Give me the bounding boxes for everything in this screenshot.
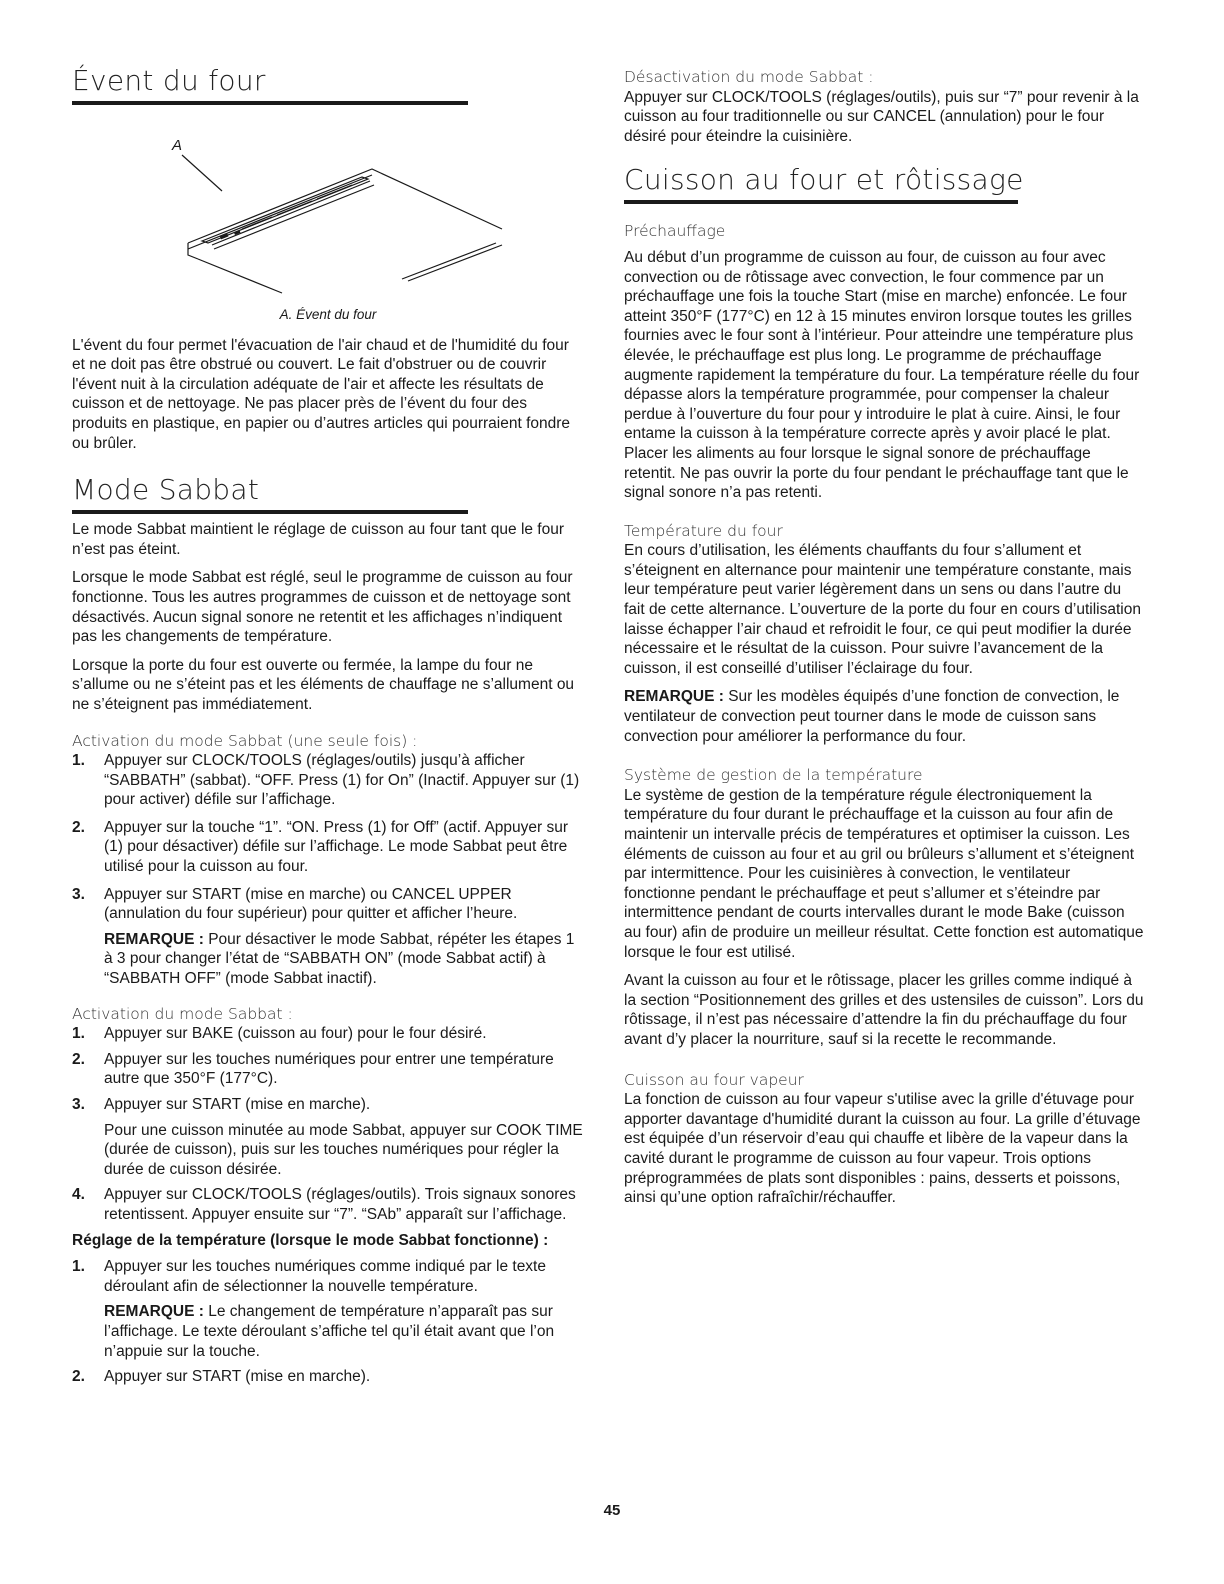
section-title-sabbath: Mode Sabbat — [72, 473, 260, 507]
subheading-steam-bake: Cuisson au four vapeur — [624, 1070, 804, 1089]
sabbath-intro: Le mode Sabbat maintient le réglage de cuisson au four tant que le four n’est pas éteint. — [72, 521, 565, 558]
list-item — [72, 818, 584, 877]
left-column — [72, 0, 584, 1387]
figure-caption: A. Évent du four — [279, 307, 377, 322]
list-item — [72, 1257, 584, 1361]
sabbath-paragraph: Lorsque le mode Sabbat est réglé, seul le programme de cuisson au four fonctionne. Tous les autres programmes de cuisson et de nettoyage sont désactivés. Aucun signal sonore ne retentit et les affichages n’indiquent pas les changements de température. — [72, 569, 573, 646]
note-label: REMARQUE : — [104, 1303, 204, 1321]
step-number: 1. — [72, 752, 85, 770]
list-item — [72, 1185, 584, 1224]
note-text: Le changement de température n’apparaît pas sur l’affichage. Le texte déroulant s’affiche tel qu’il était avant que l’on n’appuie sur la touche. — [104, 1303, 555, 1360]
step-text: Appuyer sur les touches numériques comme indiqué par le texte déroulant afin de sélectionner la nouvelle température. — [104, 1258, 546, 1295]
title-rule — [624, 200, 1018, 204]
subheading-temp-management: Système de gestion de la température — [624, 766, 923, 785]
subheading-oven-temp: Température du four — [624, 521, 783, 540]
temp-management-body-2: Avant la cuisson au four et le rôtissage, placer les grilles comme indiqué à la section “Positionnement des grilles et des ustensiles de cuisson”. Lors du rôtissage, il n’est pas nécessaire d’attendre la fin du préchauffage du four avant d’y placer la nourriture, sauf si la recette le recommande. — [624, 972, 1144, 1048]
section-title-oven-vent: Évent du four — [72, 64, 266, 97]
list-item — [72, 885, 584, 989]
steam-bake-body: La fonction de cuisson au four vapeur s'utilise avec la grille d'étuvage pour apporter davantage d'humidité durant la cuisson au four. La grille d’étuvage est équipée d’un réservoir d’eau qui chauffe et libère de la vapeur dans la cavité durant le programme de cuisson au four vapeur. Trois options préprogrammées de plats sont disponibles : pains, desserts et poissons, ainsi qu’une option rafraîchir/réchauffer. — [624, 1091, 1141, 1207]
note-text: Pour désactiver le mode Sabbat, répéter les étapes 1 à 3 pour changer l’état de “SABBATH ON” (mode Sabbat actif) à “SABBATH OFF” (mode Sabbat inactif). — [104, 930, 575, 988]
activation-steps — [72, 1024, 584, 1224]
oven-vent-illustration — [72, 133, 584, 303]
activation-once-steps — [72, 751, 584, 989]
list-item — [72, 751, 584, 810]
list-item — [72, 1050, 584, 1089]
note — [104, 1302, 584, 1361]
temp-management-body: Le système de gestion de la température régule électroniquement la température du four durant le préchauffage et la cuisson au four afin de maintenir un intervalle précis de températures et optimiser la cuisson. Les éléments de cuisson au four et au gril ou brûleurs s’allument et s’éteignent par intermittence. Pour les cuisinières à convection, le ventilateur fonctionne pendant le préchauffage et peut s’allumer et s’éteindre par intermittence pendant de courts intervalles durant le mode Bake (cuisson au four) afin de produire un meilleur résultat. Cette fonction est automatique lorsque le four est utilisé. — [624, 786, 1144, 961]
subheading-activation-once: Activation du mode Sabbat (une seule fois) : — [72, 731, 418, 750]
page-number: 45 — [603, 1502, 621, 1519]
oven-temp-body: En cours d’utilisation, les éléments chauffants du four s’allument et s’éteignent en alternance pour maintenir une température constante, mais leur température peut varier légèrement dans un sens ou dans l’autre du fait de cette alternance. L’ouverture de la porte du four en cours d’utilisation laisse échapper l’air chaud et refroidit le four, ce qui peut modifier la durée nécessaire et le résultat de la cuisson. Pour suivre l’avancement de la cuisson, il est conseillé d’utiliser l’éclairage du four. — [624, 542, 1141, 677]
deactivation-body: Appuyer sur CLOCK/TOOLS (réglages/outils), puis sur “7” pour revenir à la cuisson au four traditionnelle ou sur CANCEL (annulation) pour le four désiré pour éteindre la cuisinière. — [624, 88, 1139, 145]
right-column — [624, 0, 1144, 1208]
subheading-deactivation: Désactivation du mode Sabbat : — [624, 68, 874, 86]
oven-vent-body: L'évent du four permet l'évacuation de l'air chaud et de l'humidité du four et ne doit pas être obstrué ou couvert. Le fait d'obstruer ou de couvrir l'évent nuit à la circulation adéquate de l'air et affecte les résultats de cuisson et de nettoyage. Ne pas placer près de l’évent du four des produits en plastique, en papier ou d’autres articles qui pourraient fondre ou brûler. — [72, 336, 571, 452]
note-label: REMARQUE : — [624, 688, 724, 706]
step-number: 1. — [72, 1258, 85, 1276]
subheading-activation: Activation du mode Sabbat : — [72, 1004, 293, 1023]
step-number: 1. — [72, 1025, 85, 1043]
step-text: Appuyer sur CLOCK/TOOLS (réglages/outils) jusqu’à afficher “SABBATH” (sabbat). “OFF. Press (1) for On” (Inactif. Appuyer sur (1) pour activer) défile sur l’affichage. — [104, 752, 580, 809]
step-number: 2. — [72, 1050, 85, 1068]
step-text: Appuyer sur BAKE (cuisson au four) pour le four désiré. — [104, 1025, 487, 1043]
step-number: 2. — [72, 818, 85, 836]
step-number: 2. — [72, 1368, 85, 1386]
sabbath-paragraph: Lorsque la porte du four est ouverte ou fermée, la lampe du four ne s’allume ou ne s’éteint pas et les éléments de chauffage ne s’allument ou ne s’éteignent pas immédiatement. — [72, 656, 575, 713]
subheading-temp-adjust: Réglage de la température (lorsque le mode Sabbat fonctionne) : — [72, 1231, 549, 1249]
oven-vent-figure — [72, 133, 584, 303]
step-number: 3. — [72, 1096, 85, 1113]
step-extra: Pour une cuisson minutée au mode Sabbat, appuyer sur COOK TIME (durée de cuisson), puis sur les touches numériques pour régler la durée de cuisson désirée. — [104, 1121, 583, 1178]
step-text: Appuyer sur START (mise en marche). — [104, 1368, 371, 1386]
figure-letter-a: A — [172, 137, 183, 154]
note-label: REMARQUE : — [104, 930, 204, 948]
step-text: Appuyer sur START (mise en marche) ou CANCEL UPPER (annulation du four supérieur) pour quitter et afficher l’heure. — [104, 885, 518, 923]
list-item — [72, 1367, 584, 1387]
step-text: Appuyer sur les touches numériques pour entrer une température autre que 350°F (177°C). — [104, 1050, 554, 1088]
oven-temp-note — [624, 687, 1144, 746]
list-item — [72, 1095, 584, 1179]
step-number: 4. — [72, 1186, 85, 1204]
note — [104, 930, 584, 989]
title-rule — [72, 510, 468, 514]
list-item — [72, 1024, 584, 1044]
step-text: Appuyer sur la touche “1”. “ON. Press (1) for Off” (actif. Appuyer sur (1) pour désactiver) défile sur l’affichage. Le mode Sabbat peut être utilisé pour la cuisson au four. — [104, 818, 569, 876]
section-title-baking: Cuisson au four et rôtissage — [624, 163, 1024, 197]
note-text: Sur les modèles équipés d’une fonction de convection, le ventilateur de convection peut tourner dans le mode de cuisson sans convection pour améliorer la performance du four. — [624, 688, 1120, 745]
title-rule — [72, 101, 468, 105]
preheat-body: Au début d’un programme de cuisson au four, de cuisson au four avec convection ou de rôtissage avec convection, le four commence par un préchauffage une fois la touche Start (mise en marche) enfoncée. Le four atteint 350°F (177°C) en 12 à 15 minutes environ lorsque toutes les grilles fournies avec le four sont à l’intérieur. Pour atteindre une température plus élevée, le préchauffage est plus long. Le programme de préchauffage augmente rapidement la température du four. La température réelle du four dépasse alors la température programmée, pour compenser la chaleur perdue à l’ouverture du four pour y introduire le plat à cuire. Ainsi, le four entame la cuisson à la température correcte après y avoir placé le plat. Placer les aliments au four lorsque le signal sonore de préchauffage retentit. Ne pas ouvrir la porte du four pendant le préchauffage tant que le signal sonore n’a pas retenti. — [624, 248, 1140, 502]
step-number: 3. — [72, 885, 85, 903]
subheading-preheat: Préchauffage — [624, 222, 726, 241]
temp-adjust-steps — [72, 1257, 584, 1387]
step-text: Appuyer sur CLOCK/TOOLS (réglages/outils). Trois signaux sonores retentissent. Appuyer ensuite sur “7”. “SAb” apparaît sur l’affichage. — [104, 1186, 576, 1223]
step-text: Appuyer sur START (mise en marche). — [104, 1096, 371, 1113]
